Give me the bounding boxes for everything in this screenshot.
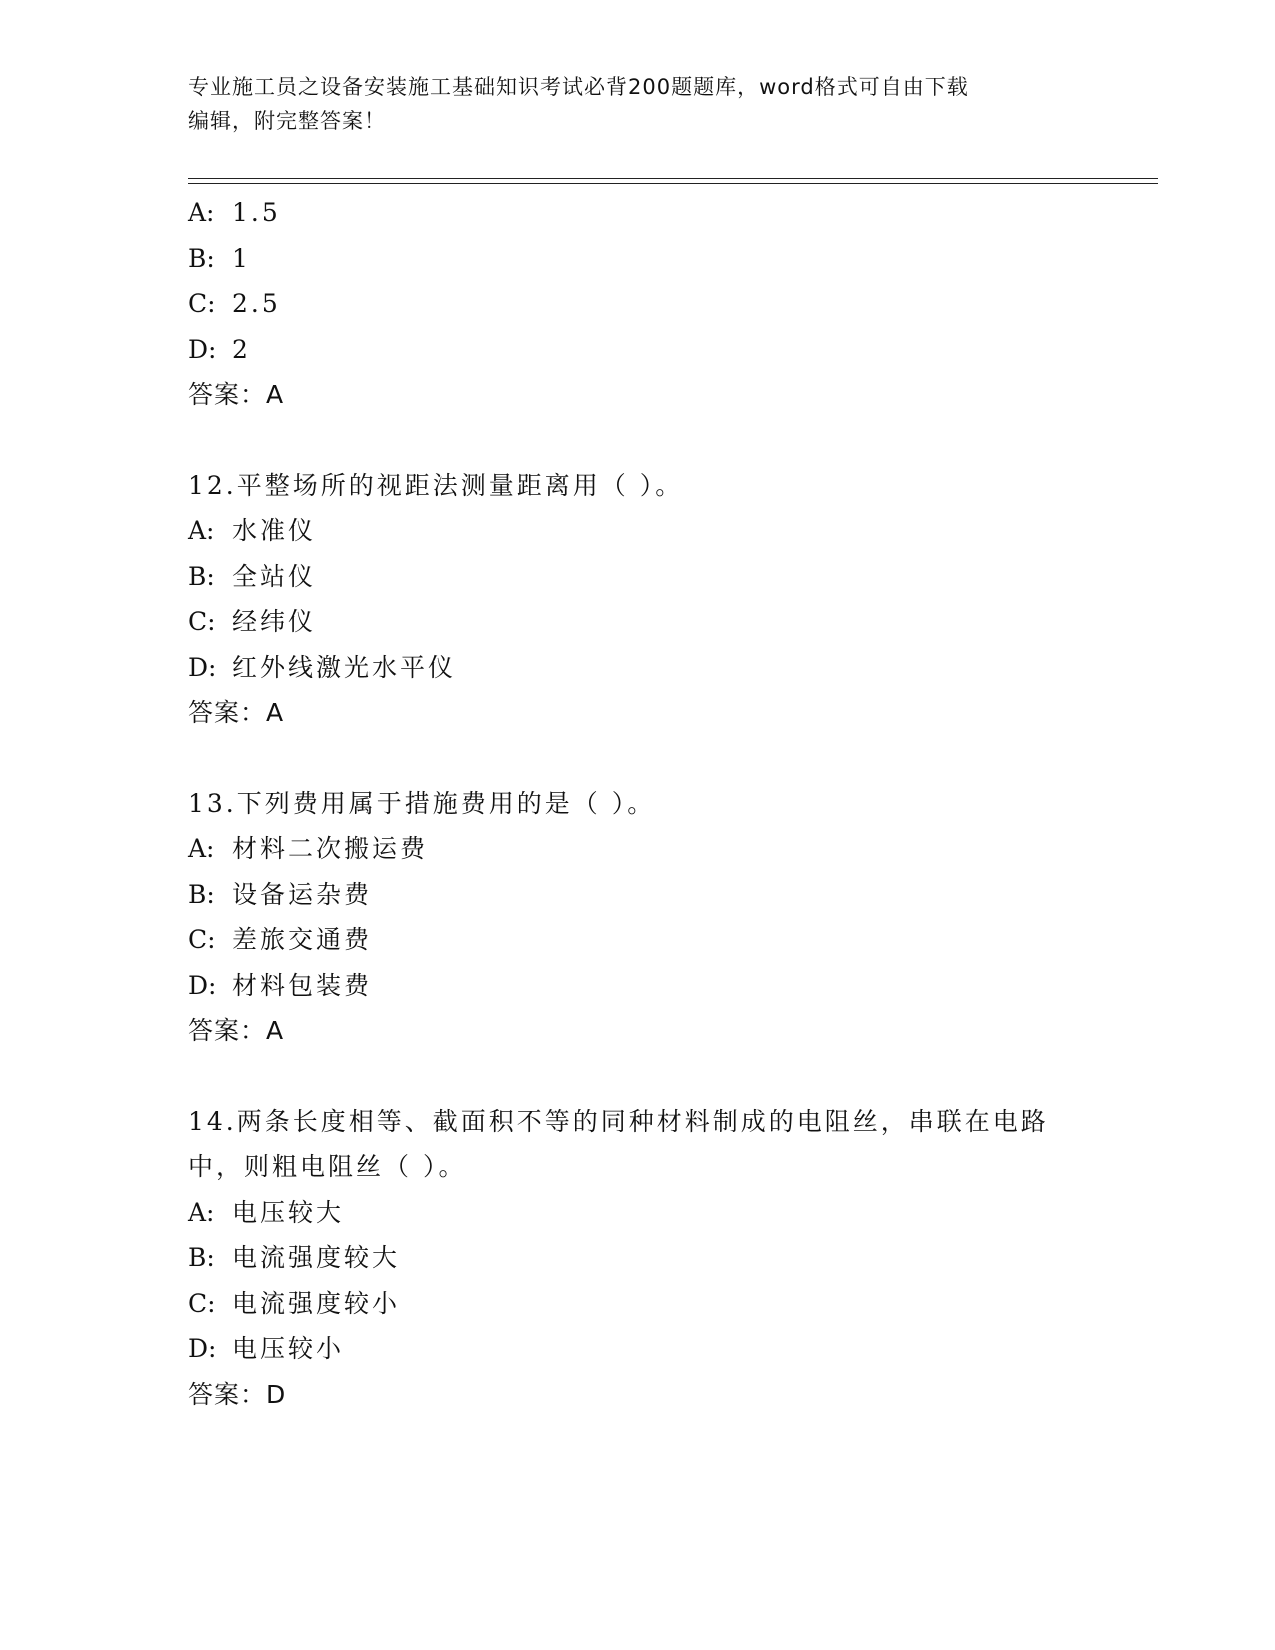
answer: 答案：A [188,1016,285,1045]
option-b: B: 设备运杂费 [188,879,373,909]
option-d: D: 材料包装费 [188,970,373,1000]
option-d: D: 2 [188,334,251,364]
option-d: D: 电压较小 [188,1334,345,1363]
header-rule-bottom [188,183,1158,184]
header-line-1: 专业施工员之设备安装施工基础知识考试必背200题题库，word格式可自由下载 [188,75,969,99]
option-c: C: 经纬仪 [188,607,317,636]
question-text: 12.平整场所的视距法测量距离用（ ）。 [188,470,684,500]
question-text-line-2: 中，则粗电阻丝（ ）。 [188,1152,467,1181]
answer: 答案：A [188,698,285,727]
option-c: C: 2.5 [188,289,281,318]
option-b: B: 1 [188,243,251,273]
question-text: 13.下列费用属于措施费用的是（ ）。 [188,788,656,818]
question-text-line-1: 14.两条长度相等、截面积不等的同种材料制成的电阻丝，串联在电路 [188,1106,1049,1136]
header-line-2: 编辑，附完整答案！ [188,109,386,133]
option-a: A: 1.5 [188,198,281,227]
question-11 [188,190,1108,418]
document-body [188,190,1108,1417]
question-12 [188,463,1108,736]
answer: 答案：A [188,380,285,409]
document-header [188,70,1088,138]
option-a: A: 电压较大 [188,1197,345,1227]
question-14 [188,1099,1108,1418]
answer: 答案：D [188,1379,287,1409]
header-rule-top [188,178,1158,179]
option-b: B: 电流强度较大 [188,1243,401,1272]
option-c: C: 电流强度较小 [188,1288,401,1318]
option-d: D: 红外线激光水平仪 [188,652,457,682]
option-a: A: 材料二次搬运费 [188,834,429,863]
question-13 [188,781,1108,1054]
option-a: A: 水准仪 [188,516,317,545]
option-c: C: 差旅交通费 [188,925,373,954]
option-b: B: 全站仪 [188,561,317,591]
